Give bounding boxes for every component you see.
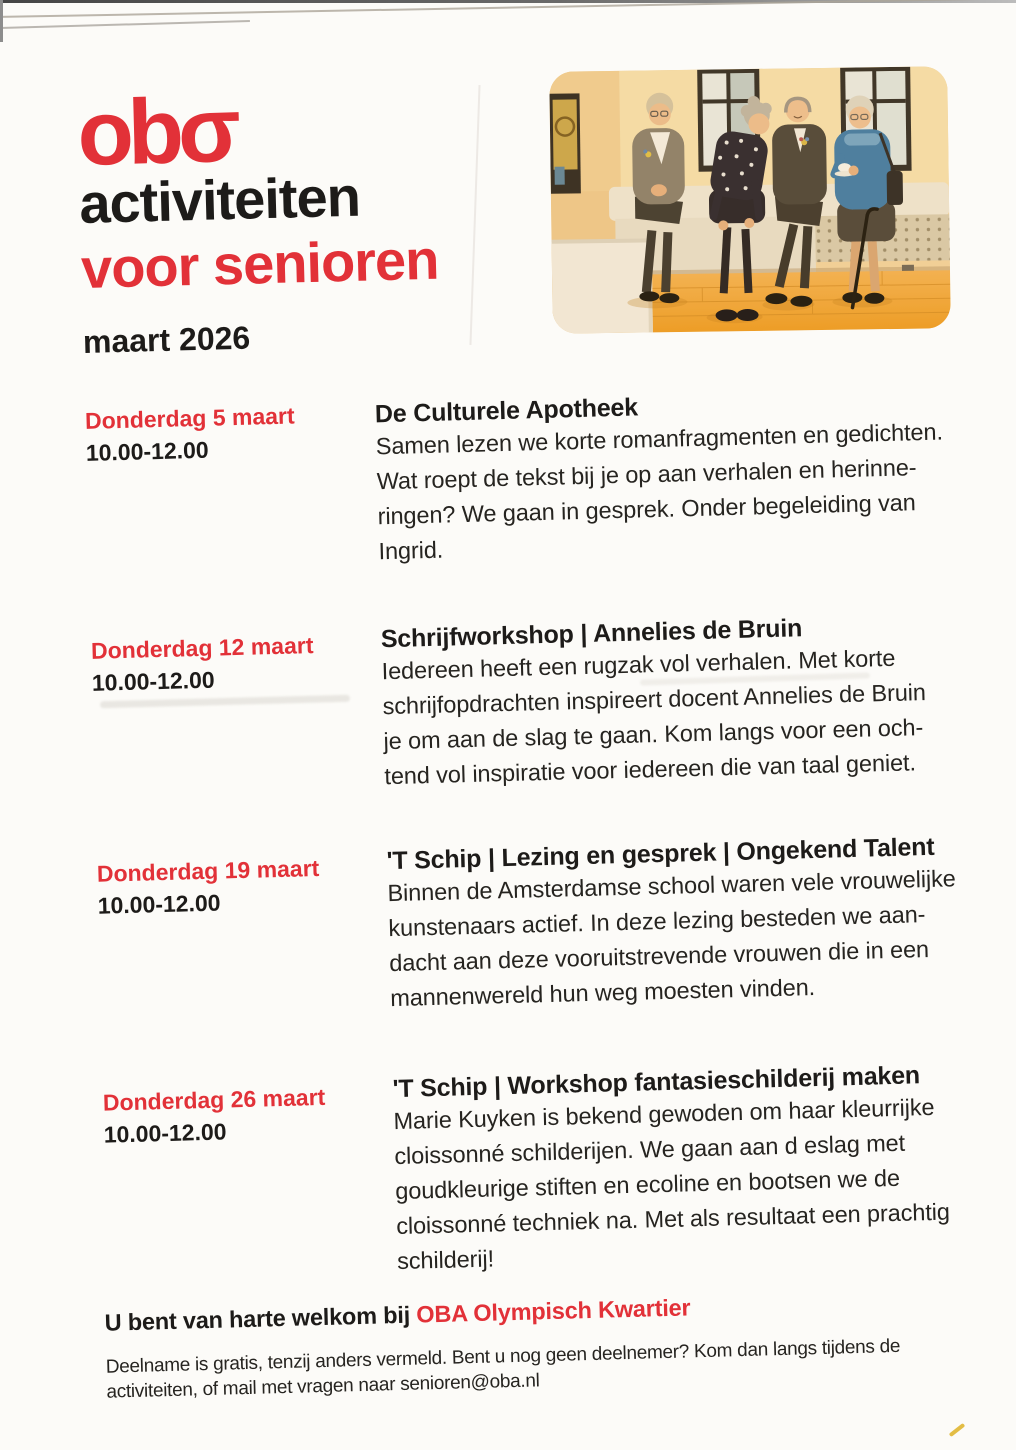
event-time: 10.00-12.00 (103, 1118, 227, 1148)
month-subtitle: maart 2026 (82, 319, 251, 360)
event-date: Donderdag 12 maart (90, 632, 314, 664)
event-description: Marie Kuyken is bekend gewoden om haar kleurrijke cloissonné schilderijen. We gaan aan d eslag met goudkleurige stiften en ecoline en bootsen we de cloissonné techniek na. Met als resultaat een prachtig schilderij! (393, 1093, 951, 1275)
footer-welcome-heading (104, 1292, 691, 1337)
event-title: Schrijfworkshop | Annelies de Bruin (380, 614, 803, 654)
event-title: De Culturele Apotheek (374, 393, 639, 429)
event-description-column (392, 1057, 1016, 1279)
event-time: 10.00-12.00 (97, 889, 221, 919)
event-title: 'T Schip | Workshop fantasieschilderij maken (392, 1061, 921, 1104)
event-description: Iedereen heeft een rugzak vol verhalen. Met korte schrijfopdrachten inspireert docent Annelies de Bruin je om aan de slag te gaan. Kom langs voor een och- tend vol inspiratie voor iedereen die van taal geniet. (381, 644, 927, 790)
event-description: Samen lezen we korte romanfragmenten en gedichten. Wat roept de tekst bij je op aan verhalen en herinne- ringen? We gaan in gesprek. Onder begeleiding van Ingrid. (375, 418, 944, 565)
footer-info-text: Deelname is gratis, tenzij anders vermeld. Bent u nog geen deelnemer? Kom dan langs tijdens de activiteiten, of mail met vragen naar senioren@oba.nl (105, 1335, 901, 1403)
event-title: 'T Schip | Lezing en gesprek | Ongekend Talent (386, 832, 935, 876)
event-date: Donderdag 26 maart (102, 1083, 326, 1116)
event-time: 10.00-12.00 (85, 436, 209, 466)
footer-welcome-prefix: U bent van harte welkom bij (104, 1301, 417, 1336)
event-date-column (85, 397, 377, 469)
title-line-2: voor senioren (80, 227, 440, 300)
footer-location-name: OBA Olympisch Kwartier (415, 1294, 691, 1328)
event-description: Binnen de Amsterdamse school waren vele vrouwelijke kunstenaars actief. In deze lezing besteden we aan- dacht aan deze vooruitstrevende vrouwen die in een mannenwereld hun weg moesten vinden. (387, 865, 957, 1012)
title-line-1: activiteiten (78, 164, 361, 235)
event-description-column (386, 829, 1016, 1016)
event-date: Donderdag 5 maart (84, 402, 295, 434)
event-date: Donderdag 19 maart (96, 854, 320, 887)
event-description-column (380, 608, 1016, 795)
event-date-column (102, 1079, 394, 1151)
oba-logo: obσ (76, 78, 237, 185)
event-date-column (91, 627, 383, 699)
event-description-column (375, 383, 1016, 570)
event-time: 10.00-12.00 (91, 666, 215, 696)
event-date-column (96, 850, 388, 922)
